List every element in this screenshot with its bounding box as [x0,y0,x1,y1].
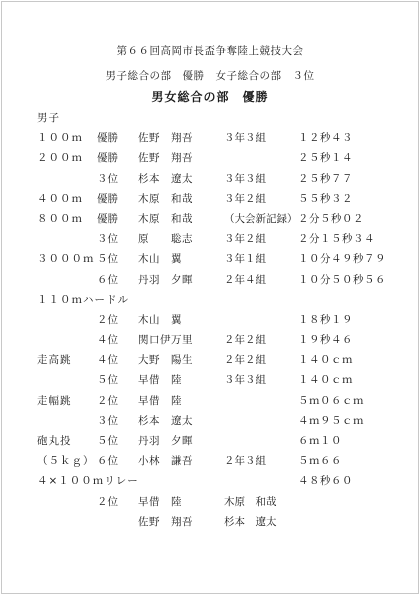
athlete-name: 杉本 遼太 [138,172,193,185]
athlete-name: 丹羽 夕暉 [138,273,193,286]
place: ４位 [97,334,118,347]
result-row [2,451,418,471]
place: ５位 [97,435,118,447]
place: ２位 [97,313,118,326]
class-info: （大会新記録） [224,212,298,225]
place: ５位 [97,253,118,266]
event-name: ３０００ｍ [37,253,95,266]
class-info: ３年２組 [224,192,266,205]
class-info: ３年３組 [224,374,266,387]
place: ３位 [97,233,118,246]
class-info: ２年４組 [224,273,266,286]
result-row [2,310,418,330]
event-name: 走高跳 [37,354,72,367]
result-value: ２５秒７７ [298,172,353,185]
result-row [2,431,418,451]
athlete-name: 木原 和哉 [138,212,193,225]
result-row [2,229,418,249]
overall-result: 男女総合の部 優勝 [151,90,269,104]
event-name: ４×１００ｍリレー [37,475,139,488]
result-row [2,492,418,512]
result-row [2,512,418,532]
result-value: ２分５秒０２ [298,212,364,225]
result-row [2,108,418,128]
athlete-name: 杉本 遼太 [138,414,193,427]
place: ３位 [97,414,118,427]
place: ５位 [97,374,118,387]
event-name: １００ｍ [37,132,83,145]
athlete-name: 早借 陸 [138,495,182,508]
athlete-name: 木原 和哉 [138,192,193,205]
result-row [2,330,418,350]
result-value: ２分１５秒３４ [298,233,375,246]
event-name: （５ｋｇ） [37,455,95,468]
result-row [2,471,418,491]
place: ２位 [97,394,118,407]
result-value: ２５秒１４ [298,152,353,165]
event-name: 走幅跳 [37,394,72,407]
event-name: 男子 [37,112,60,124]
result-row [2,350,418,370]
result-value: ６ｍ１０ [298,435,342,447]
event-name: ８００ｍ [37,212,83,225]
class-info: ２年３組 [224,455,266,468]
class-info: ３年３組 [224,132,266,145]
place: ６位 [97,273,118,286]
result-value: １０分４９秒７９ [298,253,386,266]
athlete-name: 大野 陽生 [138,354,193,367]
athlete-name: 関口伊万里 [138,334,193,347]
result-row [2,209,418,229]
place: 優勝 [97,192,118,205]
result-value: １８秒１９ [298,313,353,326]
place: 優勝 [97,152,118,165]
result-row [2,128,418,148]
result-value: １２秒４３ [298,132,353,145]
class-info: ３年３組 [224,172,266,185]
event-title: 第６６回高岡市長盃争奪陸上競技大会 [116,45,304,57]
result-value: ５ｍ０６ｃｍ [298,394,364,407]
document-page [1,1,419,594]
result-value: １４０ｃｍ [298,374,353,387]
athlete-name: 原 聡志 [138,233,193,246]
event-name: ４００ｍ [37,192,83,205]
athlete-name: 早借 陸 [138,374,182,387]
athlete-name: 佐野 翔吾 [138,515,193,528]
result-row [2,370,418,390]
athlete-name: 早借 陸 [138,394,182,407]
results-list [2,108,418,532]
athlete-name: 木山 翼 [138,253,182,266]
result-value: ４ｍ９５ｃｍ [298,414,364,427]
result-value: ４８秒６０ [298,475,353,488]
place: ３位 [97,172,118,185]
result-row [2,249,418,269]
class-info: 杉本 遼太 [224,515,277,528]
result-row [2,189,418,209]
class-info: 木原 和哉 [224,495,277,508]
class-info: ３年２組 [224,233,266,246]
result-row [2,411,418,431]
athlete-name: 小林 謙吾 [138,455,193,468]
class-info: ２年２組 [224,334,266,347]
result-row [2,270,418,290]
event-name: １１０ｍハードル [37,293,129,306]
result-row [2,290,418,310]
team-summary: 男子総合の部 優勝 女子総合の部 ３位 [105,70,315,82]
place: ４位 [97,354,118,367]
result-row [2,391,418,411]
class-info: ３年１組 [224,253,266,266]
result-row [2,148,418,168]
athlete-name: 丹羽 夕暉 [138,435,193,447]
event-name: ２００ｍ [37,152,83,165]
place: 優勝 [97,212,118,225]
athlete-name: 佐野 翔吾 [138,132,193,145]
result-row [2,169,418,189]
athlete-name: 佐野 翔吾 [138,152,193,165]
class-info: ２年２組 [224,354,266,367]
event-name: 砲丸投 [37,435,72,447]
result-value: １４０ｃｍ [298,354,353,367]
place: 優勝 [97,132,118,145]
athlete-name: 木山 翼 [138,313,182,326]
result-value: ５５秒３２ [298,192,353,205]
result-value: １０分５０秒５６ [298,273,386,286]
place: ２位 [97,495,118,508]
place: ６位 [97,455,118,468]
result-value: １９秒４６ [298,334,353,347]
result-value: ５ｍ６６ [298,455,342,468]
